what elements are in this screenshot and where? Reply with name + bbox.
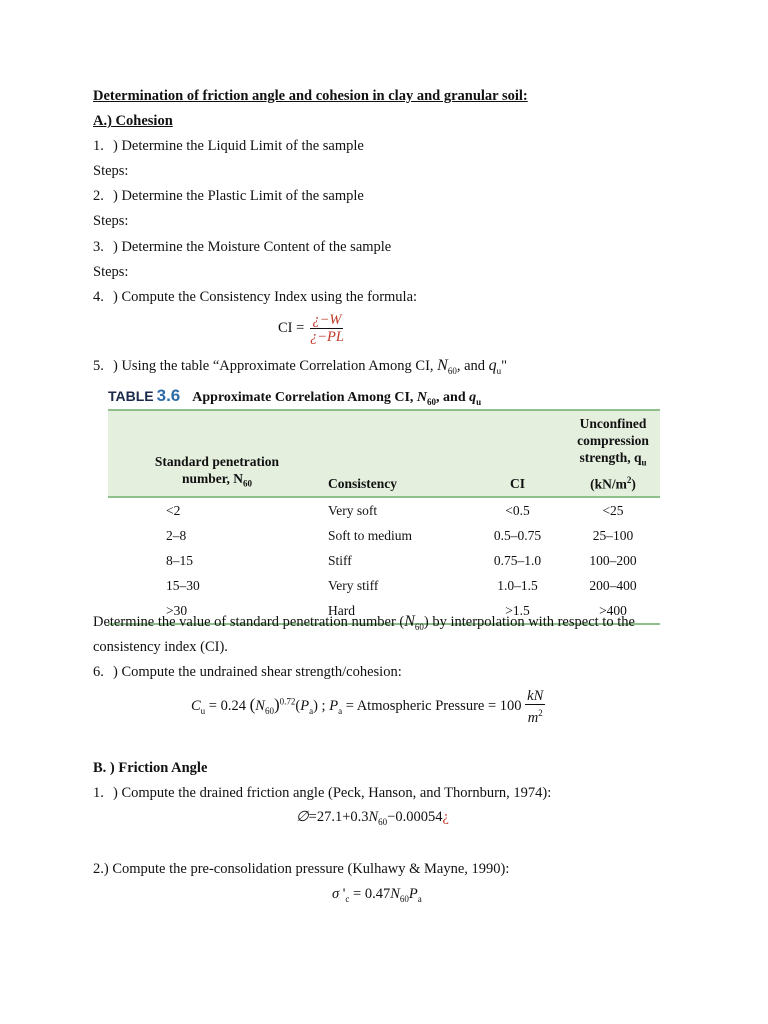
interpolation-text-2: consistency index (CI). [93,639,228,655]
correlation-table-figure [108,383,660,625]
table-label: TABLE [108,388,154,404]
step-number: 3. [93,239,104,255]
step-4 [93,289,417,306]
cell-consistency: Very stiff [328,578,379,594]
step-2 [93,188,364,205]
step-text: ) Determine the Plastic Limit of the sample [113,188,364,204]
table-header-row [108,410,660,497]
table-number: 3.6 [156,386,181,405]
step-number: 5. [93,358,104,374]
cell-consistency: Soft to medium [328,528,412,544]
cell-ci: <0.5 [505,503,530,519]
sigma-formula: σ '$_c = 0.47N_{60}P_a$ [332,886,422,904]
table-row [108,523,660,548]
step-3 [93,239,391,256]
step-text: ) Compute the Consistency Index using the formula: [113,289,418,305]
step-text: ) Compute the drained friction angle (Peck, Hanson, and Thornburn, 1974): [113,785,552,801]
document-title: Determination of friction angle and cohesion in clay and granular soil: [93,88,528,104]
n-subscript: 60 [447,365,457,376]
cell-ci: 0.75–1.0 [493,553,542,569]
ci-formula-lhs: CI = [278,319,305,336]
q-subscript: u [496,365,502,376]
phi-formula: $\emptyset=27.1+0.3N_{60}-0.00054¿$ [296,809,449,827]
table-row [108,573,660,598]
ci-formula-fraction [308,312,346,345]
cell-consistency: Stiff [328,553,352,569]
cell-qu: <25 [602,503,624,519]
ci-numerator: ¿−W [312,312,342,328]
cell-qu: 200–400 [589,578,637,594]
cell-ci: >1.5 [469,598,566,624]
cell-n60: 15–30 [166,578,200,594]
table-caption [108,383,660,409]
step-text: ) Compute the undrained shear strength/cohesion: [113,664,402,680]
cell-n60: <2 [166,503,181,519]
steps-label-3: Steps: [93,264,129,280]
step-text-b: , and [456,358,489,374]
header-qu: Unconfined compression strength, $q_u$ $(kN/m^2)$ [566,410,660,497]
cell-qu: 25–100 [592,528,634,544]
cell-consistency: Very soft [328,503,378,519]
cell-ci: 0.5–0.75 [493,528,542,544]
q-symbol: q [488,357,497,374]
step-5 [93,357,507,376]
step-1 [93,138,364,155]
cell-ci: 1.0–1.5 [497,578,538,594]
n-symbol: N [437,357,448,374]
cu-formula: $C_u = 0.24$ $(N_{60})^{0.72}(P_a)$ ; $P_a$ = Atmospheric Pressure = 100 $\frac{kN}{m^2}$ [191,688,544,726]
step-text: ) Using the table “Approximate Correlation Among CI, [113,358,438,374]
step-text: ) Determine the Moisture Content of the sample [113,239,392,255]
step-number: 1. [93,138,104,154]
cell-qu: 100–200 [589,553,637,569]
cell-n60: >30 [108,598,322,624]
interpolation-text-1: Determine the value of standard penetration number $(N_{60})$ by interpolation with respect to the [93,613,635,632]
unit-fraction: $\frac{kN}{m^2}$ [527,688,544,726]
section-b-step-2: 2.) Compute the pre-consolidation pressure (Kulhawy & Mayne, 1990): [93,861,510,877]
step-number: 1. [93,785,104,801]
step-text-c: " [501,358,508,374]
step-number: 6. [93,664,104,680]
section-b-step-1 [93,785,551,802]
cell-qu: >400 [566,598,660,624]
steps-label-2: Steps: [93,213,129,229]
cell-n60: 8–15 [166,553,193,569]
step-number: 4. [93,289,104,305]
header-n60: Standard penetration number, $N_{60}$ [108,410,322,497]
step-text: ) Determine the Liquid Limit of the sample [113,138,364,154]
section-b-heading: B. ) Friction Angle [93,760,208,776]
header-consistency: Consistency [322,410,469,497]
ci-denominator: ¿−PL [309,329,344,345]
header-ci: CI [469,410,566,497]
table-title: Approximate Correlation Among CI, $N_{60}$, and $q_u$ [192,390,482,407]
steps-label-1: Steps: [93,163,129,179]
ci-formula [278,312,346,345]
correlation-table [108,409,660,625]
table-row [108,497,660,523]
table-row [108,548,660,573]
cell-consistency: Hard [322,598,469,624]
step-6 [93,664,402,681]
cell-n60: 2–8 [166,528,187,544]
section-a-heading: A.) Cohesion [93,113,173,129]
step-number: 2. [93,188,104,204]
